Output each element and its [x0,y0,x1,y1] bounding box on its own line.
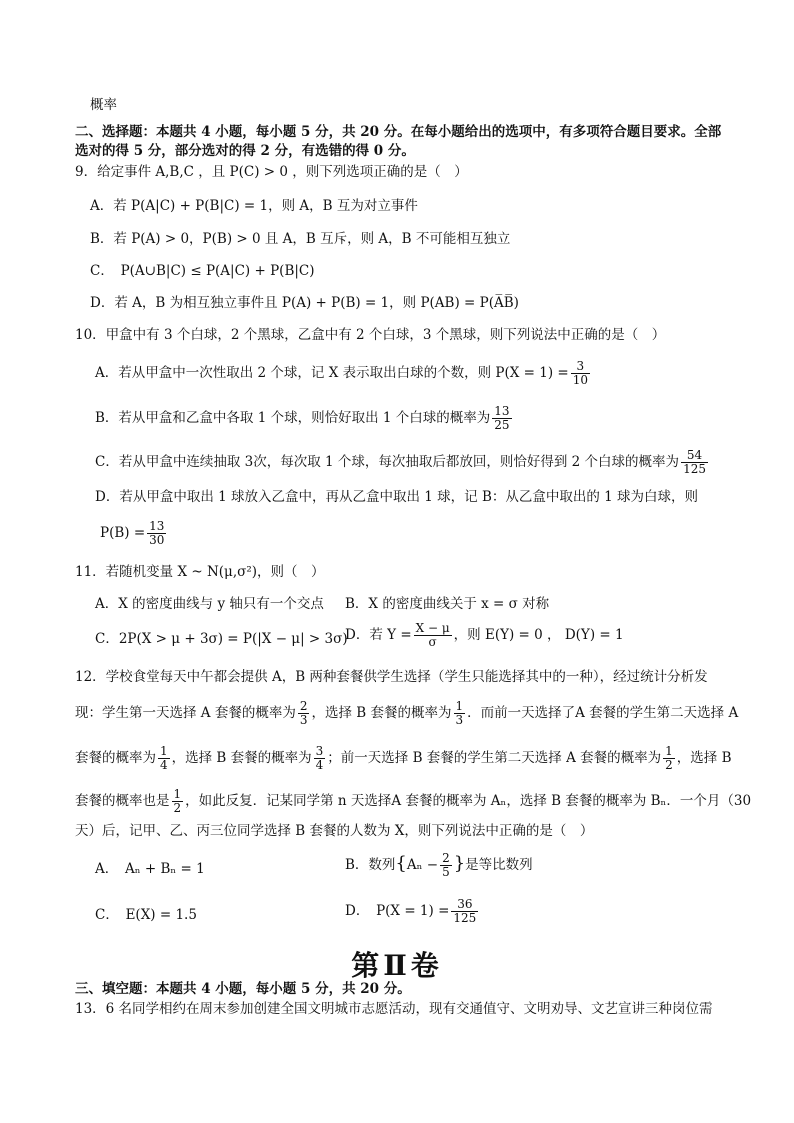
fraction: $\frac{3}{4}$ [315,744,324,772]
q11-option-b: B．X 的密度曲线关于 x = σ 对称 [345,596,550,612]
prev-line: 概率 [90,97,117,113]
q12-option-c: C． E(X) = 1.5 [95,907,197,923]
fraction: $\frac{X - \mu}{\sigma}$ [415,621,450,649]
fraction: $\frac{13}{30}$ [149,519,165,547]
fraction: $\frac{3}{10}$ [572,359,588,387]
q12-option-b: B．数列{Aₙ − $\frac{2}{5}$ }是等比数列 [345,851,533,879]
q11-option-d: D．若 Y = $\frac{X - \mu}{\sigma}$ ，则 E(Y) = 0 ， D(Y) = 1 [345,621,624,649]
part-2-title: 第Ⅱ卷 [351,949,443,982]
fraction: $\frac{36}{125}$ [453,897,477,925]
fraction: $\frac{1}{2}$ [173,787,182,815]
q10-stem: 10．甲盒中有 3 个白球，2 个黑球，乙盒中有 2 个白球，3 个黑球，则下列说法中正确的是（ ） [75,327,666,343]
q11-stem: 11．若随机变量 X ~ N(μ,σ²)，则（ ） [75,564,325,580]
q9-stem: 9．给定事件 A,B,C ，且 P(C) > 0 ，则下列选项正确的是（ ） [75,164,468,180]
q12-line-2: 现：学生第一天选择 A 套餐的概率为 $\frac{2}{3}$ ，选择 B 套餐的概率为 $\frac{1}{3}$ ．而前一天选择了A 套餐的学生第二天选择 A [75,699,739,727]
q9-option-b: B．若 P(A) > 0，P(B) > 0 且 A，B 互斥，则 A，B 不可能相互独立 [90,231,511,247]
fraction: $\frac{54}{125}$ [683,448,706,476]
q9-option-c: C． P(A∪B|C) ≤ P(A|C) + P(B|C) [90,263,315,279]
q12-line-5: 天）后，记甲、乙、丙三位同学选择 B 套餐的人数为 X，则下列说法中正确的是（ ） [75,823,594,839]
q10-option-d-cont: P(B) = $\frac{13}{30}$ [100,519,165,547]
q12-line-4: 套餐的概率也是 $\frac{1}{2}$ ，如此反复．记某同学第 n 天选择A 套餐的概率为 Aₙ，选择 B 套餐的概率为 Bₙ．一个月（30 [75,787,752,815]
q11-option-c: C．2P(X > μ + 3σ) = P(|X − μ| > 3σ) [95,631,348,647]
q10-option-b: B．若从甲盒和乙盒中各取 1 个球，则恰好取出 1 个白球的概率为 $\frac{13}{25}$ [95,404,510,432]
q9-option-d: D．若 A，B 为相互独立事件且 P(A) + P(B) = 1，则 P(AB) = P(A̅B̅) [90,295,519,311]
q12-line-1: 12．学校食堂每天中午都会提供 A，B 两种套餐供学生选择（学生只能选择其中的一种），经过统计分析发 [75,669,708,685]
q10-option-d: D．若从甲盒中取出 1 球放入乙盒中，再从乙盒中取出 1 球，记 B：从乙盒中取出的 1 球为白球，则 [95,489,699,505]
section-3-header: 三、填空题：本题共 4 小题，每小题 5 分，共 20 分。 [75,981,411,997]
fraction: $\frac{2}{5}$ [442,851,450,879]
q12-line-3: 套餐的概率为 $\frac{1}{4}$ ，选择 B 套餐的概率为 $\frac{3}{4}$ ；前一天选择 B 套餐的学生第二天选择 A 套餐的概率为 $\frac{1}{2}$ ，选择 B [75,744,732,772]
section-2-header-cont: 选对的得 5 分，部分选对的得 2 分，有选错的得 0 分。 [75,143,415,159]
q13-stem: 13．6 名同学相约在周末参加创建全国文明城市志愿活动，现有交通值守、文明劝导、文艺宣讲三种岗位需 [75,1001,713,1017]
fraction: $\frac{1}{3}$ [455,699,464,727]
q11-option-a: A．X 的密度曲线与 y 轴只有一个交点 [95,596,324,612]
q10-option-c: C．若从甲盒中连续抽取 3次，每次取 1 个球，每次抽取后都放回，则恰好得到 2 个白球的概率为 $\frac{54}{125}$ [95,448,706,476]
fraction: $\frac{1}{4}$ [160,744,168,772]
q12-option-a: A． Aₙ + Bₙ = 1 [95,861,205,877]
q9-option-a: A．若 P(A|C) + P(B|C) = 1，则 A，B 互为对立事件 [90,198,418,214]
q10-option-a: A．若从甲盒中一次性取出 2 个球，记 X 表示取出白球的个数，则 P(X = 1) = $\frac{3}{10}$ [95,359,588,387]
fraction: $\frac{13}{25}$ [494,404,510,432]
fraction: $\frac{2}{3}$ [299,699,308,727]
fraction: $\frac{1}{2}$ [665,744,673,772]
section-2-header: 二、选择题：本题共 4 小题，每小题 5 分，共 20 分。在每小题给出的选项中，有多项符合题目要求。全部 [75,124,722,140]
q12-option-d: D． P(X = 1) = $\frac{36}{125}$ [345,897,477,925]
